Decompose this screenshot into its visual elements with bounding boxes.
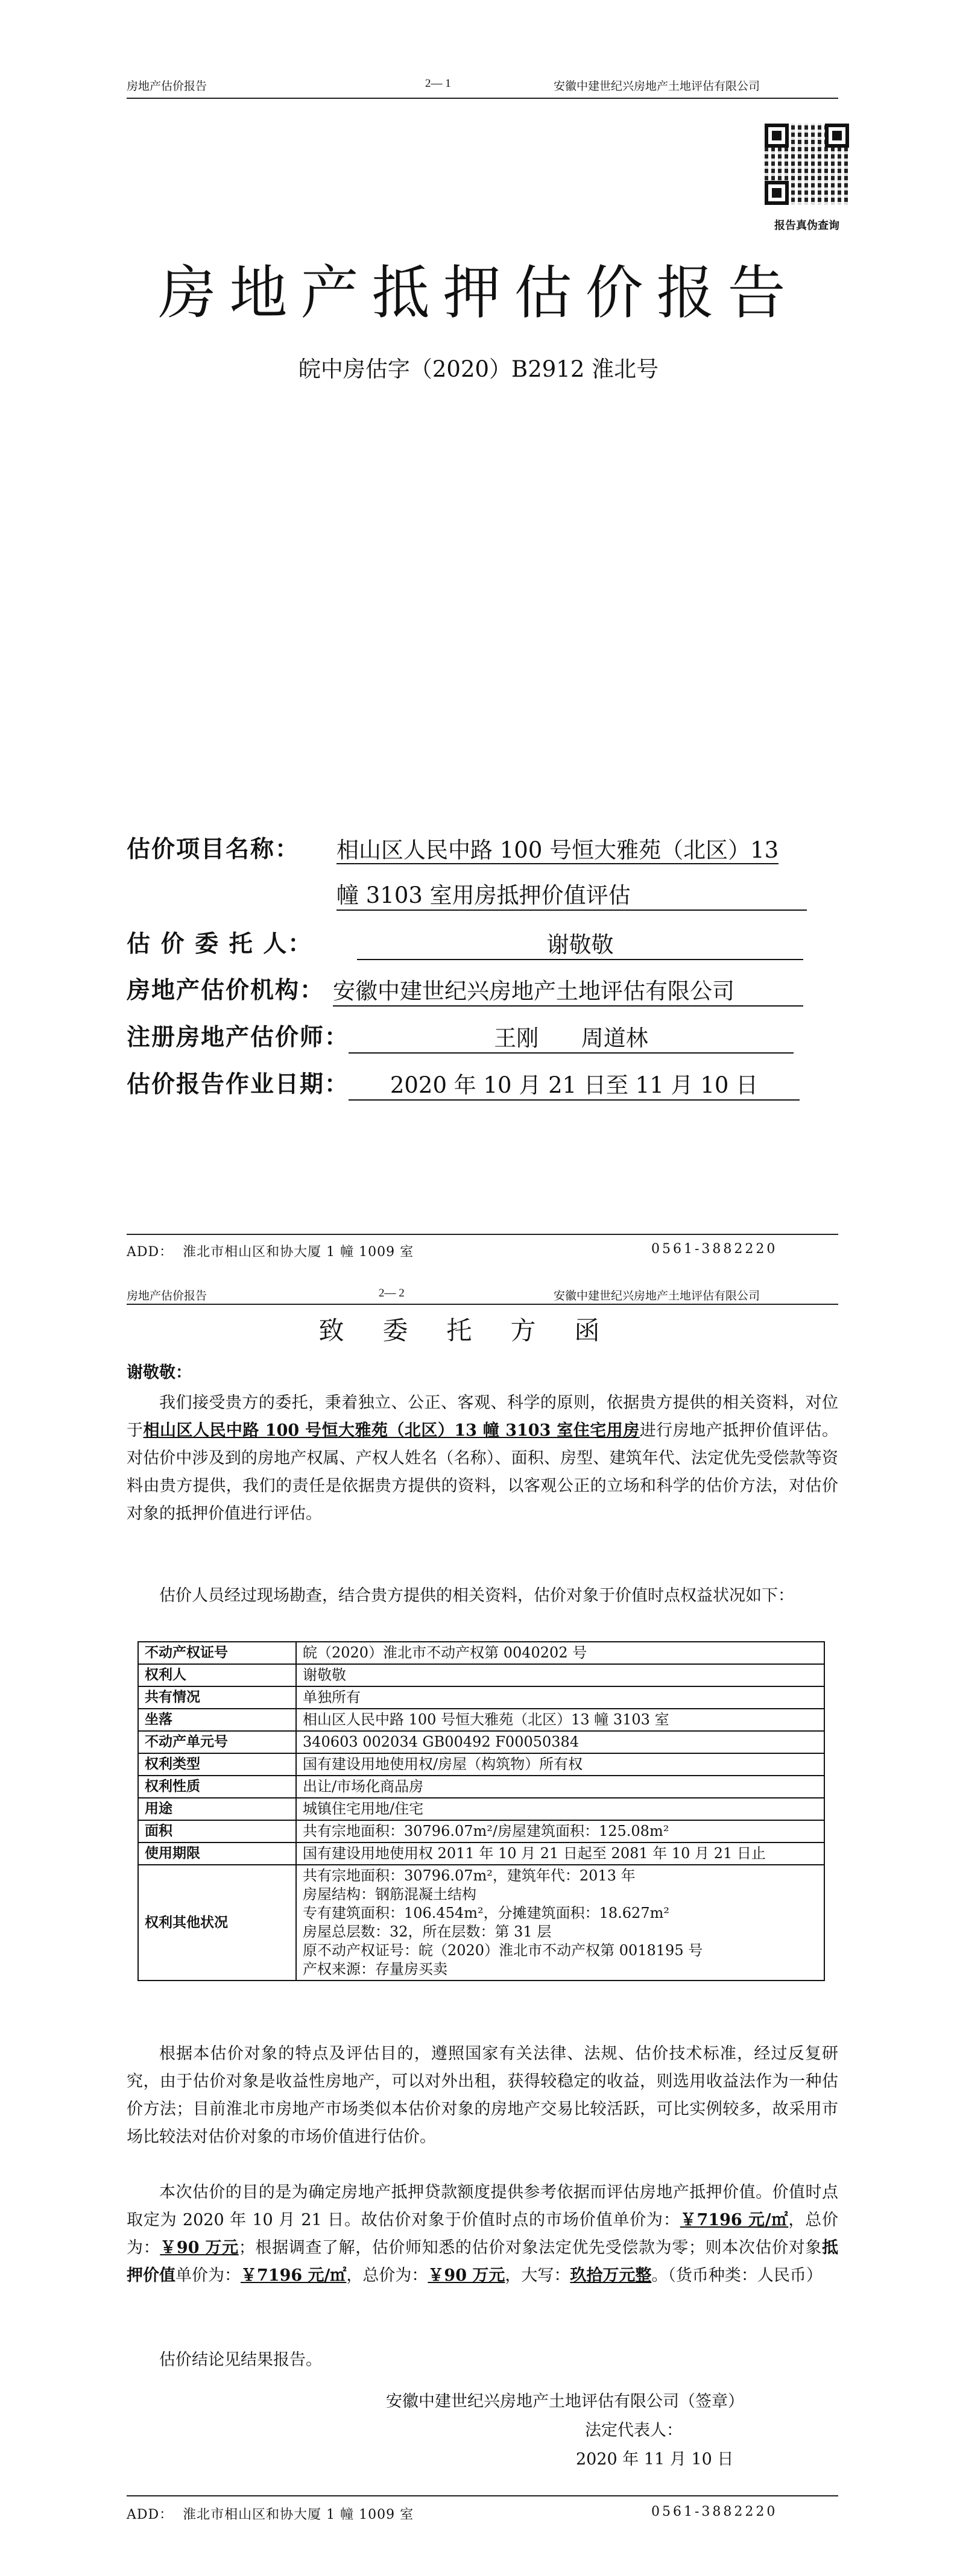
- other-rights-line: 产权来源：存量房买卖: [303, 1961, 447, 1978]
- qr-caption: 报告真伪查询: [774, 219, 839, 232]
- footer-tel: 0561-3882220: [651, 1242, 778, 1257]
- row-value: 城镇住宅用地/住宅: [296, 1798, 824, 1820]
- row-value: 相山区人民中路 100 号恒大雅苑（北区）13 幢 3103 室: [296, 1709, 824, 1731]
- footer-rule: [127, 2495, 838, 2496]
- row-value: 国有建设用地使用权/房屋（构筑物）所有权: [296, 1753, 824, 1776]
- header-rule: [127, 98, 838, 99]
- client-value: 谢敬敬: [357, 926, 803, 960]
- table-row: [138, 1753, 824, 1776]
- signature-representative: 法定代表人：: [585, 2421, 683, 2440]
- page-number: 2— 2: [379, 1287, 405, 1299]
- table-row: [138, 1865, 824, 1981]
- signature-date: 2020 年 11 月 10 日: [576, 2450, 734, 2469]
- row-value: 共有宗地面积：30796.07m²/房屋建筑面积：125.08m²: [296, 1820, 824, 1842]
- appraiser-value: 王刚 周道林: [349, 1020, 794, 1054]
- paragraph-result: 估价结论见结果报告。: [159, 2351, 322, 2369]
- row-value: [296, 1865, 824, 1981]
- other-rights-line: 房屋结构：钢筋混凝土结构: [303, 1886, 476, 1903]
- row-key: 共有情况: [138, 1686, 296, 1709]
- row-value: 单独所有: [296, 1686, 824, 1709]
- project-label: 估价项目名称：: [127, 836, 300, 863]
- row-key: 面积: [138, 1820, 296, 1842]
- project-value-line2: 幢 3103 室用房抵押价值评估: [336, 877, 807, 911]
- page-number: 2— 1: [425, 77, 451, 90]
- letter-title: 致委托方函: [318, 1316, 639, 1345]
- other-rights-line: 专有建筑面积：106.454m²，分摊建筑面积：18.627m²: [303, 1905, 669, 1921]
- table-row: [138, 1686, 824, 1709]
- row-value: 出让/市场化商品房: [296, 1776, 824, 1798]
- paragraph-commission: 我们接受贵方的委托，秉着独立、公正、客观、科学的原则，依据贵方提供的相关资料，对位于相山区人民中路 100 号恒大雅苑（北区）13 幢 3103 室住宅用房进行房地产抵押价值评估。对估价中涉及到的房地产权属、产权人姓名（名称）、面积、房型、建筑年代、法定优先受偿款等资料由贵方提供，我们的责任是依据贵方提供的资料，以客观公正的立场和科学的估价方法，对估价对象的抵押价值进行评估。: [127, 1393, 839, 1523]
- footer-tel: 0561-3882220: [651, 2504, 778, 2519]
- paragraph-inspection: 估价人员经过现场勘查，结合贵方提供的相关资料，估价对象于价值时点权益状况如下：: [159, 1586, 794, 1605]
- table-row: [138, 1842, 824, 1865]
- client-label: 估 价 委 托 人：: [127, 931, 313, 958]
- row-key: 使用期限: [138, 1842, 296, 1865]
- table-row: [138, 1820, 824, 1842]
- appraiser-label: 注册房地产估价师：: [127, 1024, 350, 1051]
- row-key: 权利其他状况: [138, 1865, 296, 1981]
- footer-address: ADD： 淮北市相山区和协大厦 1 幢 1009 室: [127, 2507, 414, 2522]
- other-rights-line: 原不动产权证号：皖（2020）淮北市不动产权第 0018195 号: [303, 1942, 703, 1959]
- table-row: [138, 1642, 824, 1664]
- report-number: 皖中房估字（2020）B2912 淮北号: [298, 356, 659, 382]
- page-header-right: 安徽中建世纪兴房地产土地评估有限公司: [554, 80, 760, 93]
- table-row: [138, 1798, 824, 1820]
- agency-label: 房地产估价机构：: [127, 977, 325, 1004]
- row-key: 权利性质: [138, 1776, 296, 1798]
- paragraph-method: 根据本估价对象的特点及评估目的，遵照国家有关法律、法规、估价技术标准，经过反复研究，由于估价对象是收益性房地产，可以对外出租，获得较稳定的收益，则选用收益法作为一种估价方法；目前淮北市房地产市场类似本估价对象的房地产交易比较活跃，可比实例较多，故采用市场比较法对估价对象的市场价值进行估价。: [127, 2044, 838, 2146]
- date-value: 2020 年 10 月 21 日至 11 月 10 日: [349, 1067, 800, 1101]
- salutation: 谢敬敬：: [127, 1363, 192, 1382]
- page-header-left: 房地产估价报告: [127, 1290, 207, 1302]
- agency-value: 安徽中建世纪兴房地产土地评估有限公司: [333, 973, 803, 1007]
- row-value: 340603 002034 GB00492 F00050384: [296, 1731, 824, 1753]
- date-label: 估价报告作业日期：: [127, 1071, 350, 1098]
- table-row: [138, 1731, 824, 1753]
- paragraph-conclusion: 本次估价的目的是为确定房地产抵押贷款额度提供参考依据而评估房地产抵押价值。价值时点取定为 2020 年 10 月 21 日。故估价对象于价值时点的市场价值单价为：￥7196 元/㎡，总价为：￥90 万元；根据调查了解，估价师知悉的估价对象法定优先受偿款为零；则本次估价对象抵押价值单价为：￥7196 元/㎡，总价为：￥90 万元，大写：玖拾万元整。（货币种类：人民币）: [127, 2183, 839, 2285]
- qr-code-icon[interactable]: [765, 124, 849, 205]
- signature-company: 安徽中建世纪兴房地产土地评估有限公司（签章）: [386, 2392, 744, 2411]
- report-title: 房地产抵押估价报告: [158, 259, 799, 327]
- table-row: [138, 1664, 824, 1686]
- other-rights-line: 共有宗地面积：30796.07m²，建筑年代：2013 年: [303, 1867, 636, 1884]
- row-value: 国有建设用地使用权 2011 年 10 月 21 日起至 2081 年 10 月 21 日止: [296, 1842, 824, 1865]
- row-value: 谢敬敬: [296, 1664, 824, 1686]
- table-row: [138, 1709, 824, 1731]
- header-rule: [127, 1304, 838, 1305]
- row-key: 权利人: [138, 1664, 296, 1686]
- row-key: 权利类型: [138, 1753, 296, 1776]
- row-key: 用途: [138, 1798, 296, 1820]
- row-key: 不动产权证号: [138, 1642, 296, 1664]
- page-header-right: 安徽中建世纪兴房地产土地评估有限公司: [554, 1290, 760, 1302]
- other-rights-line: 房屋总层数：32，所在层数：第 31 层: [303, 1923, 552, 1940]
- footer-rule: [127, 1234, 838, 1235]
- table-row: [138, 1776, 824, 1798]
- footer-address: ADD： 淮北市相山区和协大厦 1 幢 1009 室: [127, 1245, 414, 1260]
- row-key: 不动产单元号: [138, 1731, 296, 1753]
- row-key: 坐落: [138, 1709, 296, 1731]
- page-header-left: 房地产估价报告: [127, 80, 207, 93]
- row-value: 皖（2020）淮北市不动产权第 0040202 号: [296, 1642, 824, 1664]
- rights-table: [137, 1641, 825, 1981]
- project-value-line1: 相山区人民中路 100 号恒大雅苑（北区）13: [336, 837, 779, 863]
